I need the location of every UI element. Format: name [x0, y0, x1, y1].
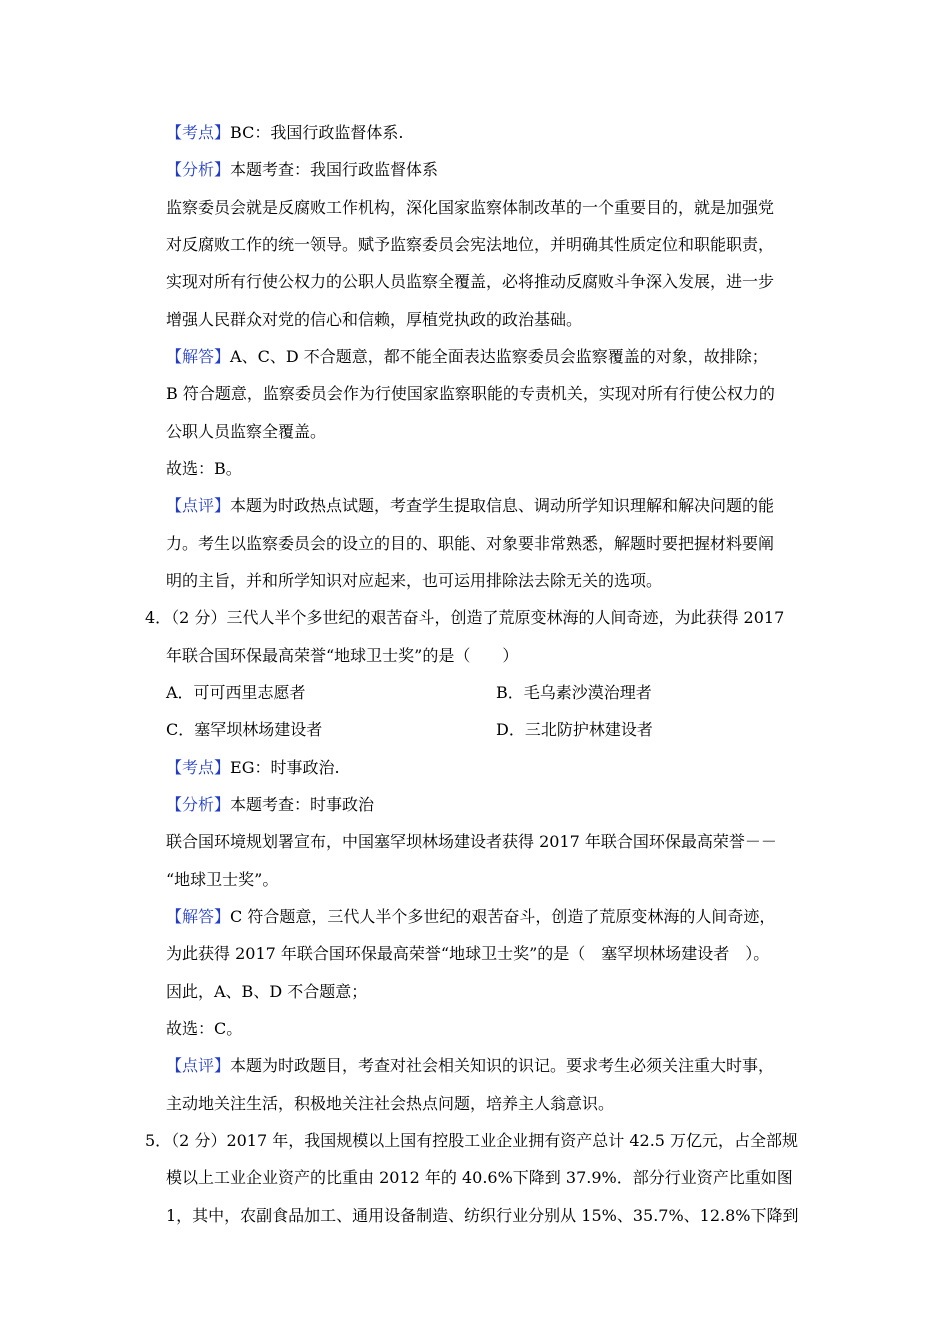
q4-option-d: D．三北防护林建设者 — [496, 720, 653, 739]
q4-option-c: C．塞罕坝林场建设者 — [166, 720, 323, 739]
q4-jieda — [166, 906, 775, 928]
q4-analysis-line: 联合国环境规划署宣布，中国塞罕坝林场建设者获得 2017 年联合国环保最高荣誉－－ — [166, 832, 777, 851]
fenxi-tag: 【分析】 — [166, 160, 231, 179]
q4-analysis-line: “地球卫士奖”。 — [166, 870, 279, 889]
q4-option-b: B．毛乌素沙漠治理者 — [496, 683, 652, 702]
q3-dianping-line: 明的主旨，并和所学知识对应起来，也可运用排除法去除无关的选项。 — [166, 571, 663, 590]
q4-stem-line: 年联合国环保最高荣誉“地球卫士奖”的是（ ） — [166, 646, 519, 665]
kaodian-tag: 【考点】 — [166, 758, 231, 777]
q3-jieda-line: 公职人员监察全覆盖。 — [166, 422, 327, 441]
q4-jieda-line: 为此获得 2017 年联合国环保最高荣誉“地球卫士奖”的是（ 塞罕坝林场建设者 ）。 — [166, 944, 770, 963]
fenxi-text: 本题考查：时事政治 — [230, 795, 375, 814]
q3-analysis-line: 实现对所有行使公权力的公职人员监察全覆盖，必将推动反腐败斗争深入发展，进一步 — [166, 272, 775, 291]
q3-answer: 故选：B。 — [166, 459, 242, 478]
q5-stem-line: 模以上工业企业资产的比重由 2012 年的 40.6%下降到 37.9%．部分行业资产比重如图 — [166, 1168, 793, 1187]
q4-stem-line: 4．（2 分）三代人半个多世纪的艰苦奋斗，创造了荒原变林海的人间奇迹，为此获得 2017 — [145, 608, 785, 627]
jieda-text: C 符合题意，三代人半个多世纪的艰苦奋斗，创造了荒原变林海的人间奇迹， — [230, 907, 776, 926]
q3-analysis-line: 增强人民群众对党的信心和信赖，厚植党执政的政治基础。 — [166, 310, 583, 329]
q4-answer: 故选：C。 — [166, 1019, 243, 1038]
dianping-text: 本题为时政题目，考查对社会相关知识的识记。要求考生必须关注重大时事， — [230, 1056, 775, 1075]
q3-kaodian — [166, 122, 403, 144]
jieda-tag: 【解答】 — [166, 347, 231, 366]
q4-fenxi — [166, 794, 374, 816]
fenxi-text: 本题考查：我国行政监督体系 — [230, 160, 439, 179]
q4-jieda-line: 因此，A、B、D 不合题意； — [166, 982, 368, 1001]
jieda-tag: 【解答】 — [166, 907, 231, 926]
kaodian-tag: 【考点】 — [166, 123, 231, 142]
q4-option-a: A．可可西里志愿者 — [166, 683, 306, 702]
q3-analysis-line: 监察委员会就是反腐败工作机构，深化国家监察体制改革的一个重要目的，就是加强党 — [166, 198, 775, 217]
q3-fenxi — [166, 159, 438, 181]
q3-analysis-line: 对反腐败工作的统一领导。赋予监察委员会宪法地位，并明确其性质定位和职能职责， — [166, 235, 775, 254]
q3-dianping-line: 力。考生以监察委员会的设立的目的、职能、对象要非常熟悉，解题时要把握材料要阐 — [166, 534, 775, 553]
q5-stem-line: 1，其中，农副食品加工、通用设备制造、纺织行业分别从 15%、35.7%、12.8%下降到 — [166, 1206, 799, 1225]
q4-dianping-line: 主动地关注生活，积极地关注社会热点问题，培养主人翁意识。 — [166, 1094, 615, 1113]
q5-stem-line: 5．（2 分）2017 年，我国规模以上国有控股工业企业拥有资产总计 42.5 万亿元，占全部规 — [145, 1131, 799, 1150]
q4-dianping — [166, 1055, 774, 1077]
q3-jieda — [166, 346, 768, 368]
q4-kaodian — [166, 757, 340, 779]
kaodian-text: BC：我国行政监督体系. — [230, 123, 404, 142]
kaodian-text: EG：时事政治. — [230, 758, 340, 777]
dianping-text: 本题为时政热点试题，考查学生提取信息、调动所学知识理解和解决问题的能 — [230, 496, 775, 515]
q3-jieda-line: B 符合题意，监察委员会作为行使国家监察职能的专责机关，实现对所有行使公权力的 — [166, 384, 775, 403]
jieda-text: A、C、D 不合题意，都不能全面表达监察委员会监察覆盖的对象，故排除； — [230, 347, 768, 366]
q3-dianping — [166, 495, 774, 517]
fenxi-tag: 【分析】 — [166, 795, 231, 814]
dianping-tag: 【点评】 — [166, 496, 231, 515]
dianping-tag: 【点评】 — [166, 1056, 231, 1075]
